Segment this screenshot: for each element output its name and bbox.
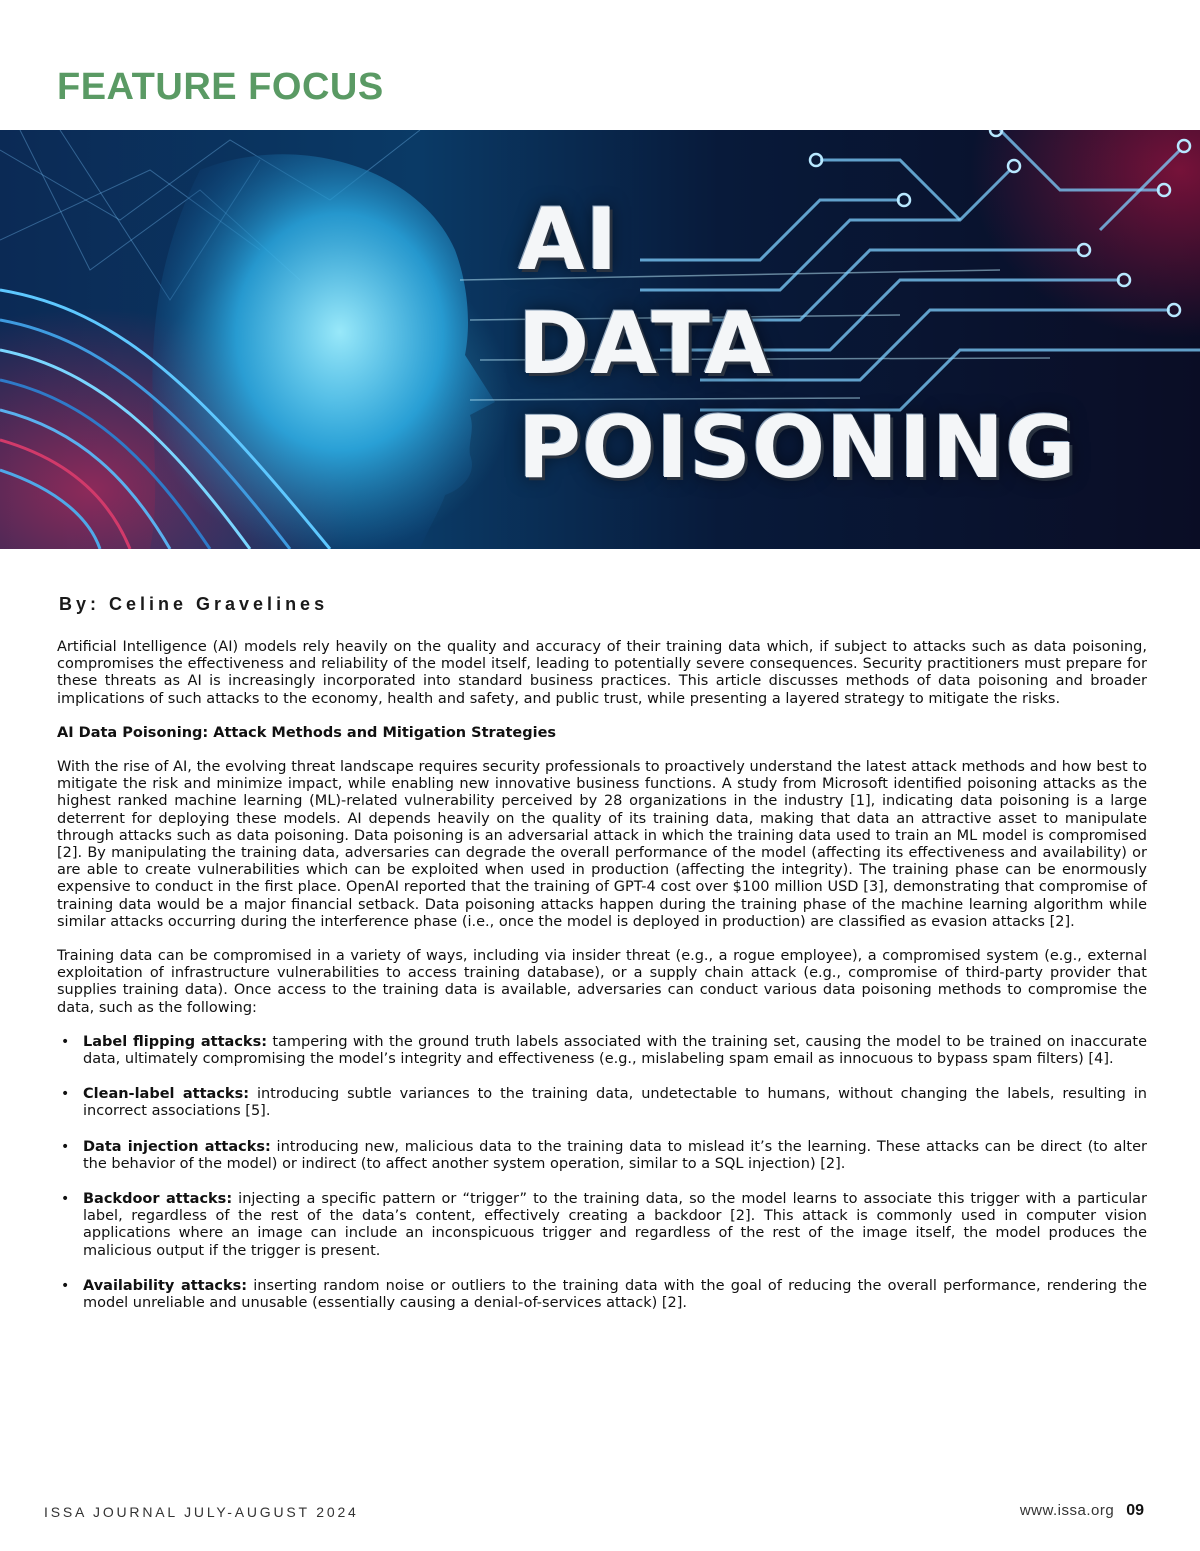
list-item <box>61 1138 1147 1173</box>
section-label: FEATURE FOCUS <box>57 66 384 108</box>
bullet-icon: • <box>61 1033 70 1050</box>
list-item <box>61 1033 1147 1068</box>
hero-title-line-2: DATA <box>518 294 772 394</box>
list-item-term: Data injection attacks: <box>83 1138 271 1155</box>
list-item <box>61 1277 1147 1312</box>
list-item-text: injecting a specific pattern or “trigger” to the training data, so the model learns to associate this trigger with a particular label, regardless of the rest of the data’s content, effectively creating a backdoor [2]. This attack is commonly used in computer vision applications where an image can include an inconspicuous trigger and regardless of the rest of the image itself, the model produces the malicious output if the trigger is present. <box>83 1191 1147 1259</box>
website-link[interactable]: www.issa.org <box>1019 1502 1115 1519</box>
list-item-term: Backdoor attacks: <box>83 1191 233 1208</box>
list-item-text: introducing subtle variances to the training data, undetectable to humans, without changing the labels, resulting in incorrect associations [5]. <box>83 1086 1147 1120</box>
list-item-text: tampering with the ground truth labels associated with the training set, causing the model to be trained on inaccurate data, ultimately compromising the model’s integrity and effectiveness (e.g., mislabeling spam email as innocuous to bypass spam filters) [4]. <box>83 1033 1147 1068</box>
face-silhouette <box>150 154 495 549</box>
byline: By: Celine Gravelines <box>59 594 329 614</box>
article-body <box>57 639 1147 1330</box>
bullet-icon: • <box>61 1191 70 1208</box>
footer-right <box>1020 1502 1144 1520</box>
bullet-icon: • <box>61 1086 70 1103</box>
list-item-text: inserting random noise or outliers to the training data with the goal of reducing the overall performance, rendering the model unreliable and unusable (essentially causing a denial-of-services attack) [2]. <box>83 1277 1147 1312</box>
bullet-icon: • <box>61 1277 70 1294</box>
hero-title-line-1: AI <box>518 190 619 290</box>
hero-title-line-3: POISONING <box>518 398 1077 498</box>
intro-paragraph: Artificial Intelligence (AI) models rely heavily on the quality and accuracy of their training data which, if subject to attacks such as data poisoning, compromises the effectiveness and reliability of the model itself, leading to potentially severe consequences. Security practitioners must prepare for these threats as AI is increasingly incorporated into standard business practices. This article discusses methods of data poisoning and broader implications of such attacks to the economy, health and safety, and public trust, while presenting a layered strategy to mitigate the risks. <box>57 639 1147 707</box>
attack-methods-list <box>57 1034 1147 1312</box>
page-number: 09 <box>1126 1502 1144 1519</box>
hero-banner <box>0 130 1200 549</box>
bullet-icon: • <box>61 1138 70 1155</box>
body-paragraph-1: With the rise of AI, the evolving threat landscape requires security professionals to proactively understand the latest attack methods and how best to mitigate the risk and minimize impact, while enabling new innovative business functions. A study from Microsoft identified poisoning attacks as the highest ranked machine learning (ML)-related vulnerability perceived by 28 organizations in the industry [1], indicating data poisoning is a large deterrent for deploying these models. AI depends heavily on the quality of its training data, making that data an attractive asset to manipulate through attacks such as data poisoning. Data poisoning is an adversarial attack in which the training data used to train an ML model is compromised [2]. By manipulating the training data, adversaries can degrade the overall performance of the model (affecting its effectiveness and availability) or are able to create vulnerabilities which can be exploited when used in production (affecting the integrity). The training phase can be enormously expensive to conduct in the first place. OpenAI reported that the training of GPT-4 cost over $100 million USD [3], demonstrating that compromise of training data would be a major financial setback. Data poisoning attacks happen during the training phase of the machine learning algorithm while similar attacks occurring during the interference phase (i.e., once the model is deployed in production) are classified as evasion attacks [2]. <box>57 759 1147 930</box>
body-paragraph-2: Training data can be compromised in a variety of ways, including via insider threat (e.g., a rogue employee), a compromised system (e.g., external exploitation of infrastructure vulnerabilities to access training database), or a supply chain attack (e.g., compromise of third-party provider that supplies training data). Once access to the training data is available, adversaries can conduct various data poisoning methods to compromise the data, such as the following: <box>57 948 1147 1016</box>
list-item-term: Clean-label attacks: <box>83 1086 250 1103</box>
journal-footer: ISSA JOURNAL JULY-AUGUST 2024 <box>44 1504 359 1520</box>
list-item-term: Label flipping attacks: <box>83 1033 267 1050</box>
list-item <box>61 1191 1147 1260</box>
hero-title <box>518 188 1077 500</box>
list-item-term: Availability attacks: <box>83 1277 248 1294</box>
list-item-text: introducing new, malicious data to the training data to mislead it’s the learning. These attacks can be direct (to alter the behavior of the model) or indirect (to affect another system operation, similar to a SQL injection) [2]. <box>83 1138 1147 1172</box>
article-heading: AI Data Poisoning: Attack Methods and Mitigation Strategies <box>57 724 557 741</box>
list-item <box>61 1086 1147 1120</box>
